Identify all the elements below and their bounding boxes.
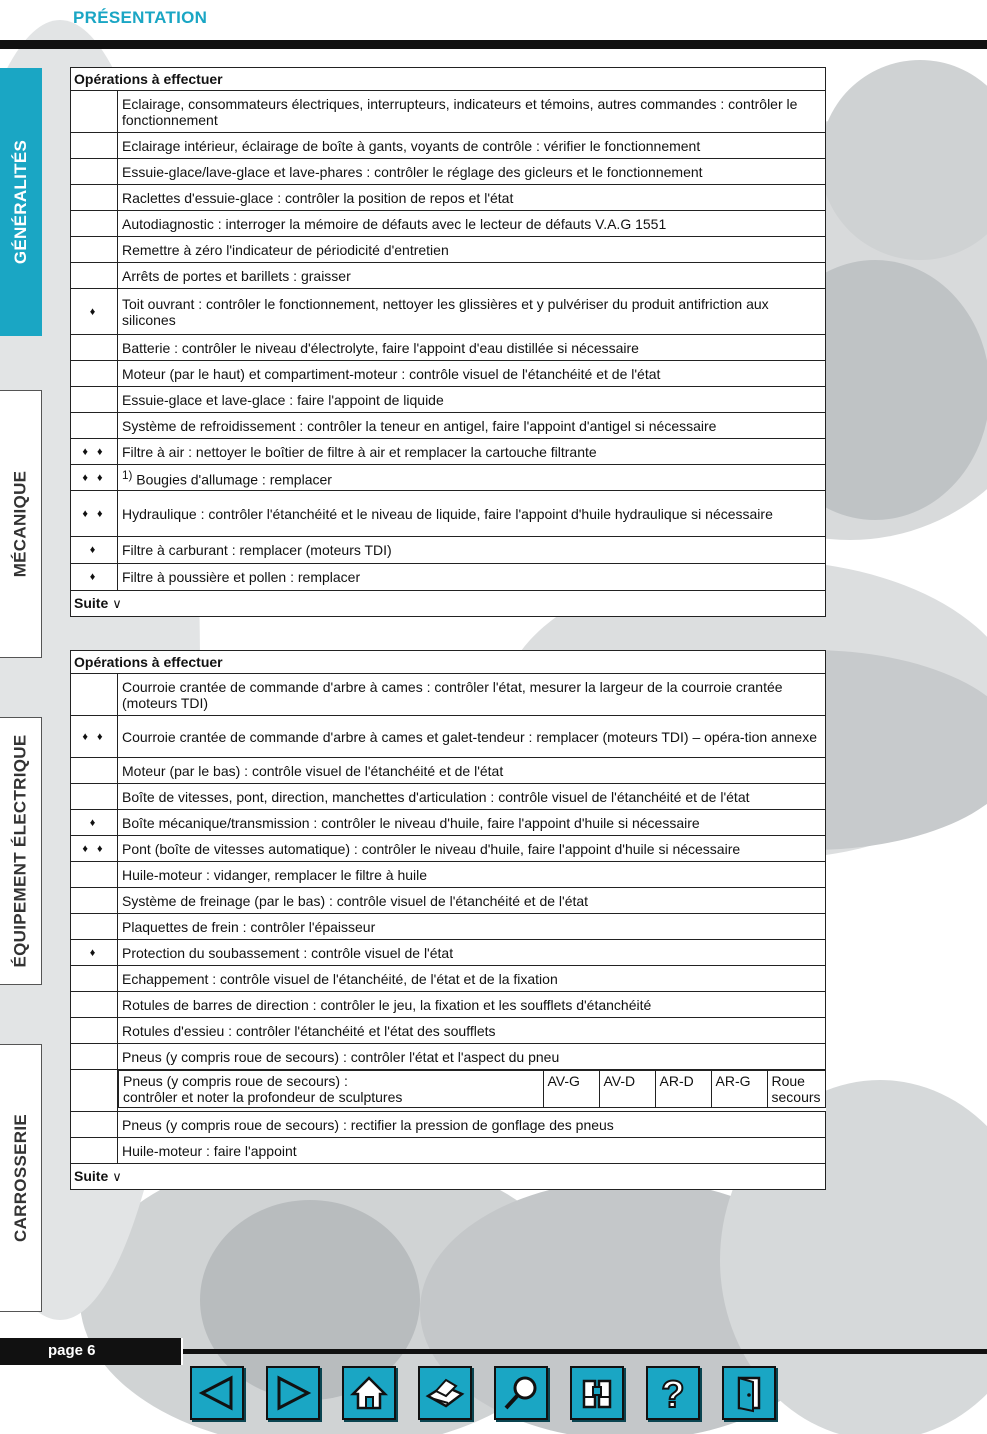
continue-label: Suite	[74, 595, 109, 611]
operation-text: Plaquettes de frein : contrôler l'épaisseur	[118, 914, 826, 940]
bullet-marker	[71, 888, 118, 914]
table-row	[71, 992, 826, 1018]
sidebar-tab-generalites[interactable]	[0, 68, 42, 336]
table-row	[71, 1044, 826, 1070]
previous-page-button[interactable]	[190, 1366, 244, 1420]
section-title: PRÉSENTATION	[73, 8, 208, 27]
bullet-marker	[71, 1044, 118, 1070]
operation-text: Pneus (y compris roue de secours) : contrôler l'état et l'aspect du pneu	[118, 1044, 826, 1070]
bullet-marker: ♦ ♦	[71, 491, 118, 537]
sidebar-tab-label: CARROSSERIE	[10, 1114, 30, 1242]
bullet-marker	[71, 133, 118, 159]
bullet-marker	[71, 413, 118, 439]
home-button[interactable]	[342, 1366, 396, 1420]
operation-text: Hydraulique : contrôler l'étanchéité et le niveau de liquide, faire l'appoint d'huile hydraulique si nécessaire	[118, 491, 826, 537]
operation-text: Toit ouvrant : contrôler le fonctionnement, nettoyer les glissières et y pulvériser du produit antifriction aux silicones	[118, 289, 826, 335]
operation-text-line1: Pneus (y compris roue de secours) :	[123, 1073, 348, 1089]
operation-text: Courroie crantée de commande d'arbre à cames : contrôler l'état, mesurer la largeur de la courroie crantée (moteurs TDI)	[118, 674, 826, 716]
help-button[interactable]	[646, 1366, 700, 1420]
chevron-down-icon: ∨	[112, 596, 122, 611]
exit-door-icon	[729, 1373, 769, 1413]
table-row	[71, 537, 826, 564]
table-row	[71, 1018, 826, 1044]
search-button[interactable]	[494, 1366, 548, 1420]
bullet-marker	[71, 784, 118, 810]
table-row	[71, 439, 826, 465]
operation-text: Pont (boîte de vitesses automatique) : contrôler le niveau d'huile, faire l'appoint d'huile si nécessaire	[118, 836, 826, 862]
operation-text: Batterie : contrôler le niveau d'électrolyte, faire l'appoint d'eau distillée si nécessaire	[118, 335, 826, 361]
print-button[interactable]	[418, 1366, 472, 1420]
operation-text: Autodiagnostic : interroger la mémoire de défauts avec le lecteur de défauts V.A.G 1551	[118, 211, 826, 237]
table-header: Opérations à effectuer	[71, 651, 826, 674]
bullet-marker	[71, 966, 118, 992]
sidebar-tab-mecanique[interactable]	[0, 390, 42, 658]
table-row	[71, 185, 826, 211]
operation-text: Essuie-glace et lave-glace : faire l'appoint de liquide	[118, 387, 826, 413]
bullet-marker	[71, 862, 118, 888]
bullet-marker: ♦ ♦	[71, 836, 118, 862]
arrow-left-icon	[197, 1375, 237, 1411]
bullet-marker: ♦	[71, 564, 118, 591]
operation-text: Boîte de vitesses, pont, direction, manchettes d'articulation : contrôle visuel de l'étanchéité et de l'état	[118, 784, 826, 810]
operation-text	[118, 465, 826, 491]
table-row	[71, 465, 826, 491]
bullet-marker	[71, 758, 118, 784]
continue-label: Suite	[74, 1168, 109, 1184]
table-row	[71, 289, 826, 335]
magnifier-icon	[501, 1373, 541, 1413]
operation-text: Huile-moteur : faire l'appoint	[118, 1138, 826, 1164]
operation-text: Huile-moteur : vidanger, remplacer le filtre à huile	[118, 862, 826, 888]
table-row	[71, 564, 826, 591]
table-row	[71, 491, 826, 537]
bullet-marker	[71, 387, 118, 413]
table-row	[71, 836, 826, 862]
help-glyph: ?	[661, 1374, 685, 1415]
operation-text: Remettre à zéro l'indicateur de périodicité d'entretien	[118, 237, 826, 263]
tyre-position-av-g: AV-G	[543, 1071, 599, 1107]
table-row	[71, 888, 826, 914]
operation-text: Eclairage intérieur, éclairage de boîte à gants, voyants de contrôle : vérifier le fonctionnement	[118, 133, 826, 159]
operation-text: Rotules de barres de direction : contrôler le jeu, la fixation et les soufflets d'étanchéité	[118, 992, 826, 1018]
table-row	[71, 784, 826, 810]
operation-text: Protection du soubassement : contrôle visuel de l'état	[118, 940, 826, 966]
bullet-marker	[71, 185, 118, 211]
operation-text: Eclairage, consommateurs électriques, interrupteurs, indicateurs et témoins, autres commandes : contrôler le fonctionnement	[118, 91, 826, 133]
table-row	[71, 211, 826, 237]
table-row	[71, 758, 826, 784]
table-row	[71, 1112, 826, 1138]
footnote-marker: 1)	[122, 468, 133, 482]
operation-text: Rotules d'essieu : contrôler l'étanchéité et l'état des soufflets	[118, 1018, 826, 1044]
operation-text: Filtre à air : nettoyer le boîtier de filtre à air et remplacer la cartouche filtrante	[118, 439, 826, 465]
table-row	[71, 361, 826, 387]
operations-table-2	[70, 650, 826, 1190]
bullet-marker: ♦	[71, 537, 118, 564]
bullet-marker	[71, 361, 118, 387]
navigation-bar	[190, 1366, 776, 1420]
bullet-marker	[71, 992, 118, 1018]
sidebar-tab-label: ÉQUIPEMENT ÉLECTRIQUE	[10, 734, 30, 968]
bullet-marker	[71, 91, 118, 133]
continue-link[interactable]	[71, 591, 826, 617]
bullet-marker	[71, 263, 118, 289]
bullet-marker	[71, 1138, 118, 1164]
sidebar-tab-equipement-electrique[interactable]	[0, 717, 42, 985]
table-row	[71, 674, 826, 716]
operation-text: Filtre à poussière et pollen : remplacer	[118, 564, 826, 591]
chevron-down-icon: ∨	[112, 1169, 122, 1184]
find-button[interactable]	[570, 1366, 624, 1420]
sidebar-tab-label: MÉCANIQUE	[10, 470, 30, 578]
header-rule	[0, 40, 987, 49]
operation-text: Pneus (y compris roue de secours) : rectifier la pression de gonflage des pneus	[118, 1112, 826, 1138]
operation-text	[119, 1071, 543, 1107]
table-row	[71, 335, 826, 361]
arrow-right-icon	[273, 1375, 313, 1411]
bullet-marker: ♦ ♦	[71, 716, 118, 758]
bullet-marker: ♦	[71, 810, 118, 836]
tyre-position-spare: Roue secours	[767, 1071, 825, 1107]
bullet-marker	[71, 1018, 118, 1044]
operation-text: Courroie crantée de commande d'arbre à cames et galet-tendeur : remplacer (moteurs TDI) – opéra-tion annexe	[118, 716, 826, 758]
table-row	[71, 159, 826, 185]
operation-text: Essuie-glace/lave-glace et lave-phares : contrôler le réglage des gicleurs et le fonctionnement	[118, 159, 826, 185]
table-row	[71, 810, 826, 836]
table-row	[71, 263, 826, 289]
home-icon	[349, 1374, 389, 1412]
operation-text: Echappement : contrôle visuel de l'étanchéité, de l'état et de la fixation	[118, 966, 826, 992]
operation-text: Moteur (par le haut) et compartiment-moteur : contrôle visuel de l'étanchéité et de l'état	[118, 361, 826, 387]
bullet-marker	[71, 914, 118, 940]
operation-text-body: Bougies d'allumage : remplacer	[136, 471, 332, 488]
bullet-marker	[71, 1112, 118, 1138]
tyre-depth-cell	[118, 1070, 826, 1108]
table-row	[71, 91, 826, 133]
tyre-position-av-d: AV-D	[599, 1071, 655, 1107]
tyre-position-ar-d: AR-D	[655, 1071, 711, 1107]
sidebar-tab-label: GÉNÉRALITÉS	[11, 139, 31, 265]
bullet-marker: ♦ ♦	[71, 465, 118, 491]
help-icon	[653, 1371, 693, 1415]
printer-icon	[424, 1374, 466, 1412]
bullet-marker	[71, 335, 118, 361]
bullet-marker: ♦	[71, 940, 118, 966]
bullet-marker: ♦	[71, 289, 118, 335]
operation-text: Filtre à carburant : remplacer (moteurs TDI)	[118, 537, 826, 564]
exit-button[interactable]	[722, 1366, 776, 1420]
table-row	[71, 940, 826, 966]
binoculars-icon	[577, 1373, 617, 1413]
footer-rule	[183, 1349, 987, 1354]
table-row	[71, 1138, 826, 1164]
page-number: page 6	[0, 1338, 183, 1365]
continue-link[interactable]	[71, 1164, 826, 1190]
table-row	[71, 966, 826, 992]
table-header: Opérations à effectuer	[71, 68, 826, 91]
operation-text: Boîte mécanique/transmission : contrôler le niveau d'huile, faire l'appoint d'huile si nécessaire	[118, 810, 826, 836]
bullet-marker	[71, 674, 118, 716]
tyre-position-ar-g: AR-G	[711, 1071, 767, 1107]
sidebar-tab-carrosserie[interactable]	[0, 1044, 42, 1312]
bullet-marker	[71, 159, 118, 185]
operation-text-line2: contrôler et noter la profondeur de sculptures	[123, 1089, 403, 1105]
table-row	[71, 237, 826, 263]
table-row	[71, 716, 826, 758]
table-row	[71, 133, 826, 159]
table-row	[71, 862, 826, 888]
next-page-button[interactable]	[266, 1366, 320, 1420]
table-row	[71, 387, 826, 413]
operation-text: Moteur (par le bas) : contrôle visuel de l'étanchéité et de l'état	[118, 758, 826, 784]
bullet-marker	[71, 1070, 118, 1112]
operation-text: Système de freinage (par le bas) : contrôle visuel de l'étanchéité et de l'état	[118, 888, 826, 914]
bullet-marker	[71, 237, 118, 263]
operation-text: Arrêts de portes et barillets : graisser	[118, 263, 826, 289]
bullet-marker: ♦ ♦	[71, 439, 118, 465]
operations-table-1	[70, 67, 826, 617]
operation-text: Raclettes d'essuie-glace : contrôler la position de repos et l'état	[118, 185, 826, 211]
bullet-marker	[71, 211, 118, 237]
operation-text: Système de refroidissement : contrôler la teneur en antigel, faire l'appoint d'antigel si nécessaire	[118, 413, 826, 439]
tyre-depth-row	[71, 1070, 826, 1112]
table-row	[71, 413, 826, 439]
table-row	[71, 914, 826, 940]
